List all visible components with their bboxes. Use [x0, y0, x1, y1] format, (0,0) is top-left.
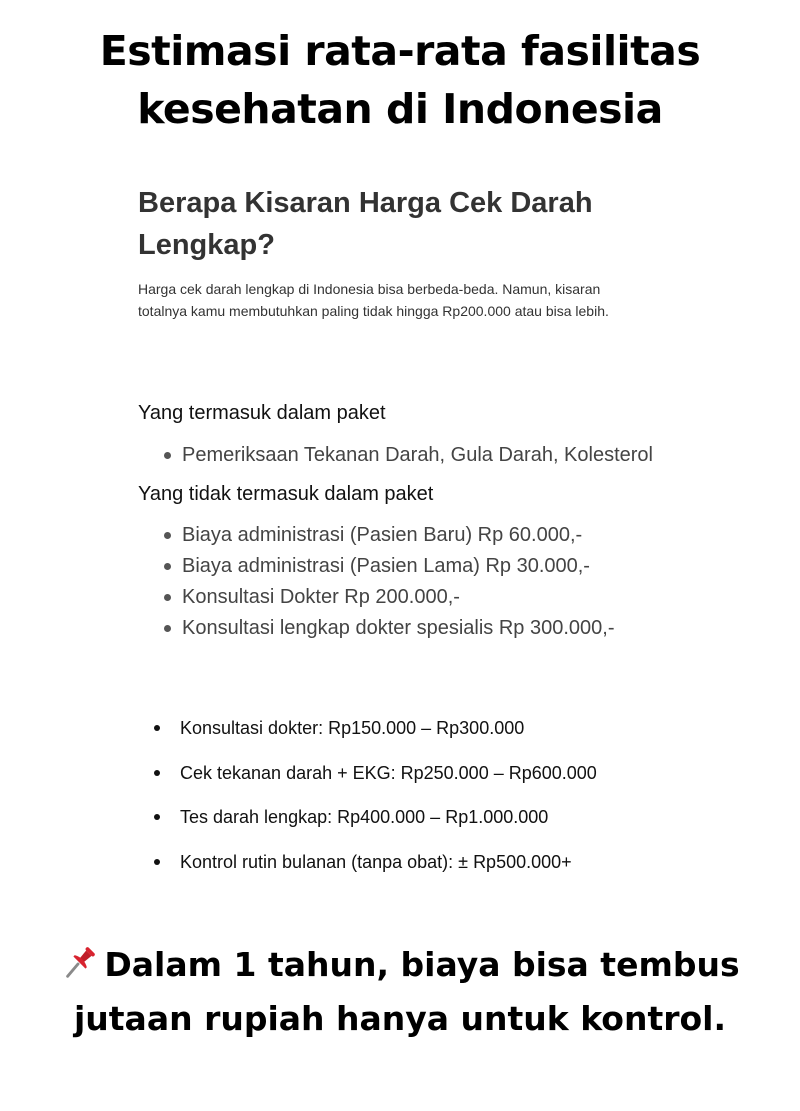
- bullet-icon: [164, 594, 171, 601]
- footer-note-text-1: Dalam 1 tahun, biaya bisa tembus: [104, 945, 740, 984]
- list-item-text: Kontrol rutin bulanan (tanpa obat): ± Rp500.000+: [180, 851, 572, 872]
- excluded-list: [160, 523, 614, 647]
- main-title-line-2: kesehatan di Indonesia: [137, 85, 663, 133]
- bullet-icon: [164, 563, 171, 570]
- list-item: [160, 443, 653, 474]
- included-heading: Yang termasuk dalam paket: [138, 402, 386, 424]
- list-item-text: Cek tekanan darah + EKG: Rp250.000 – Rp600.000: [180, 762, 597, 783]
- list-item: [160, 523, 614, 554]
- list-item: [152, 805, 597, 850]
- list-item-text: Biaya administrasi (Pasien Baru) Rp 60.000,-: [182, 524, 583, 546]
- included-list: [160, 443, 653, 474]
- list-item-text: Konsultasi Dokter Rp 200.000,-: [182, 586, 460, 608]
- article-intro-line-2: totalnya kamu membutuhkan paling tidak hingga Rp200.000 atau bisa lebih.: [138, 303, 609, 319]
- list-item-text: Konsultasi lengkap dokter spesialis Rp 300.000,-: [182, 617, 615, 639]
- bullet-icon: [164, 625, 171, 632]
- cost-estimate-list: [152, 716, 597, 894]
- bullet-icon: [164, 532, 171, 539]
- list-item-text: Konsultasi dokter: Rp150.000 – Rp300.000: [180, 718, 525, 738]
- list-item: [152, 716, 597, 761]
- footer-note-line-2: jutaan rupiah hanya untuk kontrol.: [73, 999, 727, 1038]
- list-item-text: Biaya administrasi (Pasien Lama) Rp 30.000,-: [182, 555, 590, 577]
- bullet-icon: [154, 725, 160, 731]
- excluded-heading: Yang tidak termasuk dalam paket: [138, 483, 434, 505]
- article-heading-line-2: Lengkap?: [138, 229, 275, 261]
- article-heading: [138, 182, 698, 266]
- article-intro-line-1: Harga cek darah lengkap di Indonesia bisa berbeda-beda. Namun, kisaran: [138, 281, 601, 297]
- main-title-line-1: Estimasi rata-rata fasilitas: [99, 27, 701, 75]
- list-item: [160, 554, 614, 585]
- footer-note-line-1: [0, 938, 800, 992]
- list-item-text: Tes darah lengkap: Rp400.000 – Rp1.000.000: [180, 807, 549, 827]
- pushpin-icon: [60, 944, 98, 982]
- bullet-icon: [154, 770, 160, 776]
- bullet-icon: [154, 859, 160, 865]
- article-intro: [138, 278, 678, 322]
- footer-note: [0, 938, 800, 1046]
- bullet-icon: [154, 814, 160, 820]
- article-excerpt: [138, 182, 698, 322]
- list-item: [152, 761, 597, 806]
- list-item: [152, 850, 597, 895]
- article-heading-line-1: Berapa Kisaran Harga Cek Darah: [138, 187, 593, 219]
- main-title: [0, 22, 800, 138]
- list-item: [160, 616, 614, 647]
- list-item-text: Pemeriksaan Tekanan Darah, Gula Darah, Kolesterol: [182, 444, 653, 466]
- list-item: [160, 585, 614, 616]
- bullet-icon: [164, 452, 171, 459]
